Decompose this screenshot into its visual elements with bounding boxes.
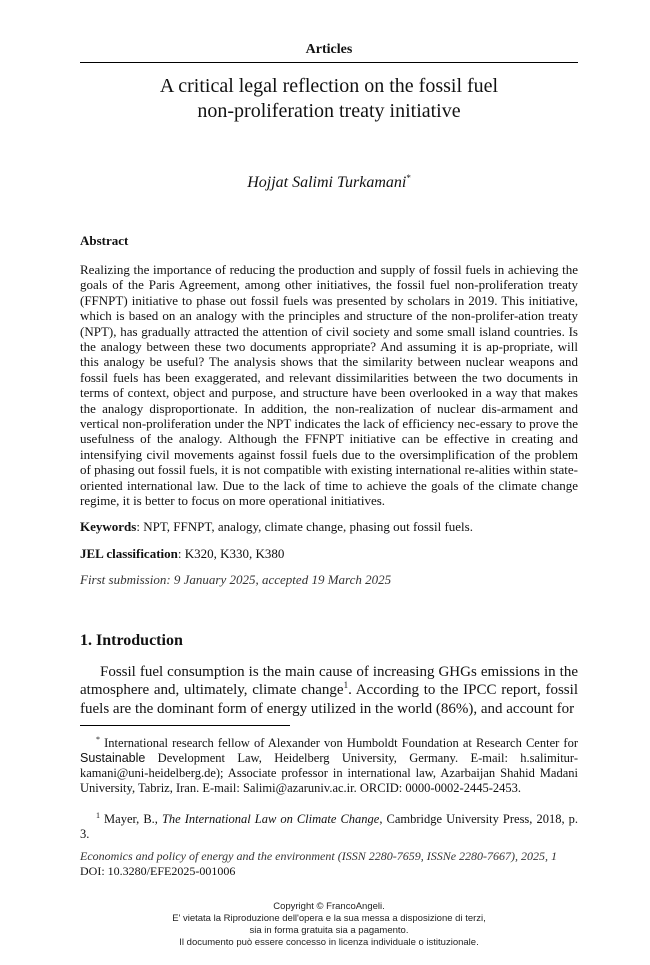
footnote-author-text-2: Development Law, Heidelberg University, Germany. E-mail: h.salimitur-kamani@uni-heidelberg.de); Associate professor in international law, Azarbaijan Shahid Madani University, Tabriz, Iran. E-mail: Salimi@azaruniv.ac.ir. ORCID: 0000-0002-2445-2453. [80,751,578,795]
footnote-1-text-1: Mayer, B., [104,812,162,826]
journal-citation: Economics and policy of energy and the environment (ISSN 2280-7659, ISSNe 2280-7667), 2025, 1 [80,849,558,863]
abstract-heading: Abstract [80,233,129,248]
abstract-text: Realizing the importance of reducing the production and supply of fossil fuels in achieving the goals of the Paris Agreement, among other initiatives, the fossil fuel non-proliferation treaty (FFNPT) initiative to phase out fossil fuels was presented by scholars in 2019. This initiative, which is based on an analogy with the principles and structure of the non-prolifer-ation treaty (NPT), has gradually attracted the attention of civil society and some small island countries. Is the analogy between these two documents appropriate? And assuming it is ap-propriate, will this analogy be useful? The analysis shows that the similarity between nuclear weapons and fossil fuels has been exaggerated, and relevant dissimilarities between the two documents in terms of context, object and purpose, and structure have been overlooked in a way that makes the analogy disproportionate. In addition, the non-realization of nuclear dis-armament and vertical non-proliferation under the NPT indicates the lack of efficiency nec-essary to prove the usefulness of the analogy. Although the FFNPT initiative can be effective in creating and intensifying civil movements against fossil fuels due to the oversimplification of the problem of phasing out fossil fuels, it is not compatible with existing international re-alities within state-oriented international law. Due to the lack of time to achieve the goals of the climate change regime, it is better to focus on more operational initiatives. [80,262,578,509]
footnote-1-text-2: , Cambridge University Press, 2018, p. 3. [80,812,578,841]
jel-classification [80,546,578,562]
submission-dates: First submission: 9 January 2025, accepted 19 March 2025 [80,572,392,587]
article-title [80,74,578,124]
doi: DOI: 10.3280/EFE2025-001006 [80,864,236,878]
keywords-label: Keywords [80,519,137,534]
footnote-1-mark: 1 [96,811,100,820]
author-footnote-mark: * [406,173,411,183]
copyright-line-1: Copyright © FrancoAngeli. [273,901,385,912]
footnote-author [80,736,578,796]
jel-label: JEL classification [80,546,178,561]
author-name [80,173,578,192]
header-rule [80,62,578,63]
copyright-line-2: E' vietata la Riproduzione dell'opera e la sua messa a disposizione di terzi, [172,913,486,924]
introduction-heading: 1. Introduction [80,632,183,649]
jel-value: : K320, K330, K380 [177,546,285,561]
footnote-1 [80,812,578,842]
intro-text-part-1: Fossil fuel consumption is the main cause of increasing GHGs emissions in the atmosphere and, ultimately, climate change [80,664,578,699]
footnote-sustainable-word: Sustainable [80,751,146,765]
footnote-author-text-1: International research fellow of Alexander von Humboldt Foundation at Research Center for [104,736,578,750]
footnote-1-book-title: The International Law on Climate Change [161,812,380,826]
copyright-line-4: Il documento può essere concesso in licenza individuale o istituzionale. [179,937,479,948]
keywords-value: : NPT, FFNPT, analogy, climate change, phasing out fossil fuels. [136,519,473,534]
footnote-author-mark: * [96,735,100,744]
introduction-text [80,663,578,718]
title-line-1: A critical legal reflection on the fossil fuel [159,75,499,97]
author-text: Hojjat Salimi Turkamani [247,174,407,191]
footnote-ref-1: 1 [343,680,349,691]
copyright-notice [80,901,578,949]
copyright-line-3: sia in forma gratuita sia a pagamento. [249,925,409,936]
title-line-2: non-proliferation treaty initiative [197,100,461,122]
footnote-rule [80,725,290,726]
section-label: Articles [305,42,353,57]
keywords [80,519,578,535]
intro-text-part-2: . According to the IPCC report, fossil fuels are the dominant form of energy utilized in the world (86%), and account for [80,682,578,717]
